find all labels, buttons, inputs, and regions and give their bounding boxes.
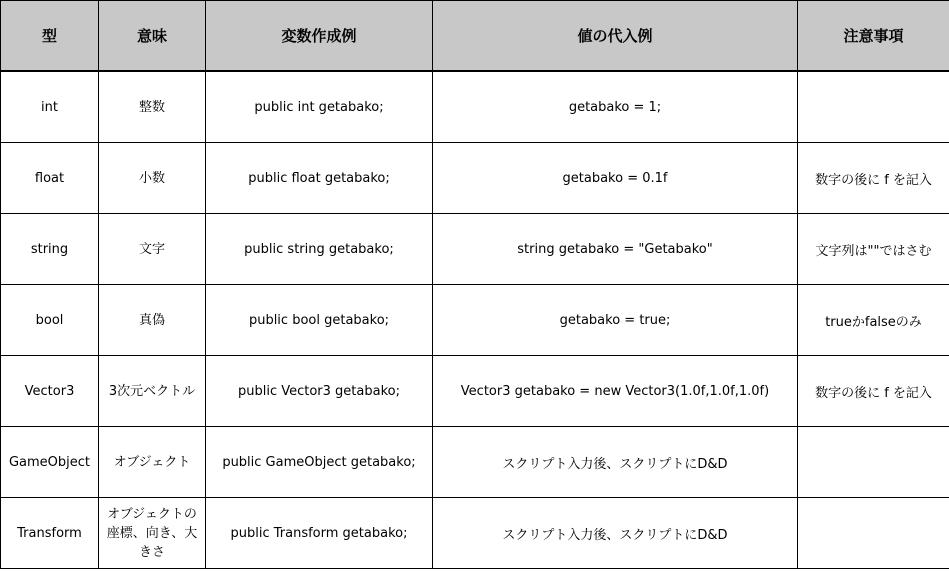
cell-meaning: オブジェクトの座標、向き、大きさ <box>99 498 206 569</box>
cell-type: Transform <box>1 498 99 569</box>
cell-meaning: 整数 <box>99 71 206 143</box>
table-row <box>1 285 949 356</box>
cell-notes: 文字列は""ではさむ <box>798 214 949 285</box>
cell-notes: 数字の後に f を記入 <box>798 356 949 427</box>
cell-meaning: オブジェクト <box>99 427 206 498</box>
header-row <box>1 1 949 72</box>
table-row <box>1 143 949 214</box>
table-header <box>1 1 949 72</box>
cell-meaning: 真偽 <box>99 285 206 356</box>
cell-notes <box>798 498 949 569</box>
cell-assignment: スクリプト入力後、スクリプトにD&D <box>433 427 798 498</box>
cell-declaration: public float getabako; <box>206 143 433 214</box>
cell-meaning: 3次元ベクトル <box>99 356 206 427</box>
cell-type: Vector3 <box>1 356 99 427</box>
table-row <box>1 356 949 427</box>
table-row <box>1 498 949 569</box>
table-body <box>1 71 949 569</box>
cell-type: float <box>1 143 99 214</box>
cell-assignment: スクリプト入力後、スクリプトにD&D <box>433 498 798 569</box>
cell-declaration: public GameObject getabako; <box>206 427 433 498</box>
cell-type: bool <box>1 285 99 356</box>
header-type: 型 <box>1 1 99 72</box>
header-meaning: 意味 <box>99 1 206 72</box>
cell-assignment: string getabako = "Getabako" <box>433 214 798 285</box>
cell-meaning: 小数 <box>99 143 206 214</box>
table-row <box>1 427 949 498</box>
cell-declaration: public Vector3 getabako; <box>206 356 433 427</box>
cell-notes <box>798 427 949 498</box>
cell-assignment: getabako = 0.1f <box>433 143 798 214</box>
cell-assignment: getabako = true; <box>433 285 798 356</box>
cell-declaration: public bool getabako; <box>206 285 433 356</box>
table-row <box>1 214 949 285</box>
cell-notes: trueかfalseのみ <box>798 285 949 356</box>
cell-type: GameObject <box>1 427 99 498</box>
header-assignment-example: 値の代入例 <box>433 1 798 72</box>
cell-notes <box>798 71 949 143</box>
header-declaration-example: 変数作成例 <box>206 1 433 72</box>
header-notes: 注意事項 <box>798 1 949 72</box>
cell-type: string <box>1 214 99 285</box>
cell-assignment: Vector3 getabako = new Vector3(1.0f,1.0f,1.0f) <box>433 356 798 427</box>
cell-assignment: getabako = 1; <box>433 71 798 143</box>
cell-declaration: public int getabako; <box>206 71 433 143</box>
cell-declaration: public Transform getabako; <box>206 498 433 569</box>
cell-meaning: 文字 <box>99 214 206 285</box>
cell-declaration: public string getabako; <box>206 214 433 285</box>
cell-notes: 数字の後に f を記入 <box>798 143 949 214</box>
table-row <box>1 71 949 143</box>
cell-type: int <box>1 71 99 143</box>
